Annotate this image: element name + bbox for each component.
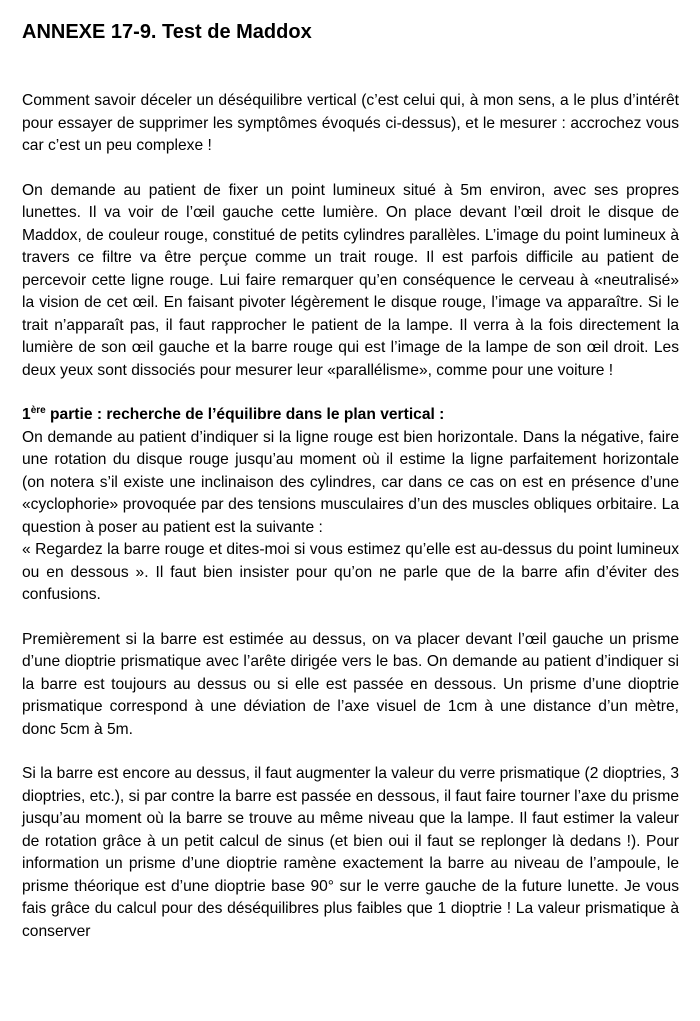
document-page bbox=[22, 0, 679, 943]
section-vertical-balance bbox=[22, 404, 679, 607]
procedure-paragraph: On demande au patient de fixer un point lumineux situé à 5m environ, avec ses propres lunettes. Il va voir de l’œil gauche cette lumière. On place devant l’œil droit le disque de Maddox, de couleur rouge, constitué de petits cylindres parallèles. L’image du point lumineux à travers ce filtre va être perçue comme un trait rouge. Il est parfois difficile au patient de percevoir cette ligne rouge. Lui faire remarquer qu’en conséquence le cerveau à «neutralisé» la vision de cet œil. En faisant pivoter légèrement le disque rouge, l’image va apparaître. Si le trait n’apparaît pas, il faut rapprocher le patient de la lampe. Il verra à la fois directement la lumière de son œil gauche et la barre rouge qui est l’image de la lampe de son œil droit. Les deux yeux sont dissociés pour mesurer leur «parallélisme», comme pour une voiture ! bbox=[22, 181, 679, 379]
section-heading-ordinal: ère bbox=[30, 404, 46, 416]
section-quote: « Regardez la barre rouge et dites-moi si vous estimez qu’elle est au-dessus du point lumineux ou en dessous ». Il faut bien insister pour qu’on ne parle que de la barre afin d’éviter des confusions. bbox=[22, 541, 679, 603]
section-heading-text: partie : recherche de l’équilibre dans le plan vertical : bbox=[45, 406, 445, 423]
section-heading bbox=[22, 404, 679, 427]
prism-paragraph: Premièrement si la barre est estimée au dessus, on va placer devant l’œil gauche un prisme d’une dioptrie prismatique avec l’arête dirigée vers le bas. On demande au patient d’indiquer si la barre est toujours au dessus ou si elle est passée en dessous. Un prisme d’une dioptrie prismatique correspond à une déviation de l’axe visuel de 1cm à une distance d’un mètre, donc 5cm à 5m. bbox=[22, 630, 679, 738]
rotation-paragraph: Si la barre est encore au dessus, il faut augmenter la valeur du verre prismatique (2 dioptries, 3 dioptries, etc.), si par contre la barre est passée en dessous, il faut faire tourner l’axe du prisme jusqu’au moment où la barre se trouve au même niveau que la lampe. Il faut estimer la valeur de rotation grâce à un petit calcul de sinus (et bien oui il faut se replonger là dedans !). Pour information un prisme d’une dioptrie ramène exactement la barre au niveau de l’ampoule, le prisme théorique est d’une dioptrie base 90° sur le verre gauche de la future lunette. Je vous fais grâce du calcul pour des déséquilibres plus faibles que 1 dioptrie ! La valeur prismatique à conserver bbox=[22, 765, 680, 940]
section-paragraph: On demande au patient d’indiquer si la ligne rouge est bien horizontale. Dans la négative, faire une rotation du disque rouge jusqu’au moment où il estime la ligne parfaitement horizontale (on notera s’il existe une inclinaison des cylindres, car dans ce cas on est en présence d’une «cyclophorie» provoquée par des tensions musculaires d’un des muscles obliques orbitaire. La question à poser au patient est la suivante : bbox=[22, 428, 679, 536]
intro-paragraph: Comment savoir déceler un déséquilibre vertical (c’est celui qui, à mon sens, a le plus d’intérêt pour essayer de supprimer les symptômes évoqués ci-dessus), et le mesurer : accrochez vous car c’est un peu complexe ! bbox=[22, 92, 679, 154]
section-heading-number: 1 bbox=[22, 406, 31, 423]
page-title: ANNEXE 17-9. Test de Maddox bbox=[22, 21, 312, 43]
